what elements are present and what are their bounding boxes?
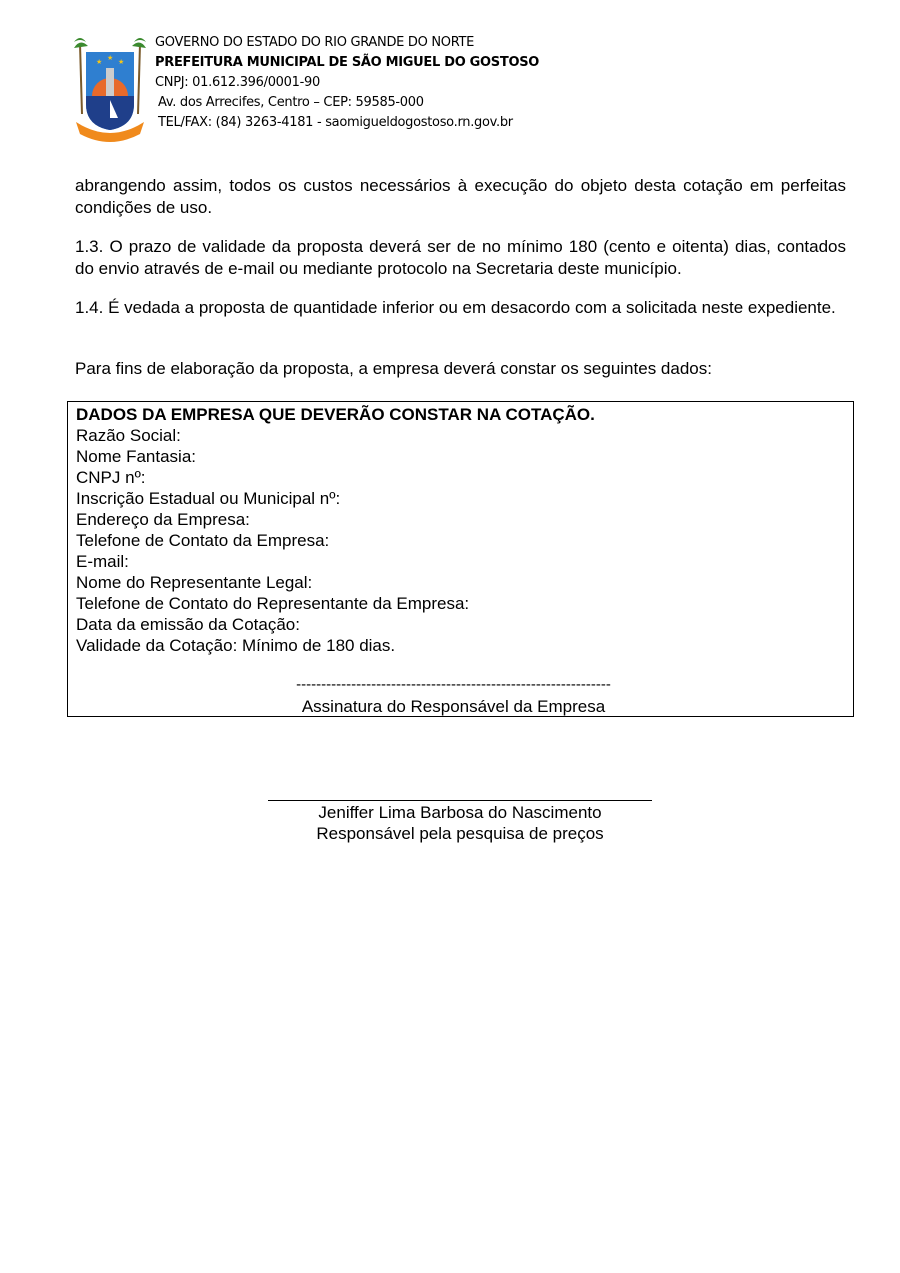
header-address: Av. dos Arrecifes, Centro – CEP: 59585-000 [158, 95, 424, 110]
header-municipality: PREFEITURA MUNICIPAL DE SÃO MIGUEL DO GOSTOSO [155, 55, 540, 70]
field-label: Telefone de Contato da Empresa: [76, 531, 330, 550]
signer-role: Responsável pela pesquisa de preços [316, 824, 604, 843]
field-label: E-mail: [76, 552, 129, 571]
paragraph-1-3: 1.3. O prazo de validade da proposta deverá ser de no mínimo 180 (cento e oitenta) dias, contados do envio através de e-mail ou mediante protocolo na Secretaria deste município. [75, 237, 846, 278]
field-label: CNPJ nº: [76, 468, 146, 487]
field-label: Data da emissão da Cotação: [76, 615, 300, 634]
company-signature-label: Assinatura do Responsável da Empresa [301, 697, 606, 716]
signature-dash-line: --------------------------------------------------------------- [296, 676, 611, 693]
signer-name: Jeniffer Lima Barbosa do Nascimento [318, 803, 602, 822]
company-data-box [67, 401, 854, 717]
svg-text:★: ★ [107, 55, 114, 62]
header-contact: TEL/FAX: (84) 3263-4181 - saomigueldogostoso.rn.gov.br [158, 115, 513, 130]
paragraph-costs: abrangendo assim, todos os custos necessários à execução do objeto desta cotação em perfeitas condições de uso. [75, 176, 846, 217]
svg-text:★: ★ [96, 59, 103, 66]
municipal-coat-of-arms-logo [74, 34, 146, 142]
field-label: Razão Social: [76, 426, 181, 445]
svg-text:★: ★ [118, 59, 125, 66]
box-title: DADOS DA EMPRESA QUE DEVERÃO CONSTAR NA COTAÇÃO. [76, 405, 595, 424]
paragraph-1-4: 1.4. É vedada a proposta de quantidade inferior ou em desacordo com a solicitada neste expediente. [75, 298, 836, 317]
field-label: Telefone de Contato do Representante da Empresa: [76, 594, 470, 613]
signature-line [268, 800, 652, 801]
header-cnpj: CNPJ: 01.612.396/0001-90 [155, 75, 320, 90]
paragraph-instructions: Para fins de elaboração da proposta, a empresa deverá constar os seguintes dados: [75, 359, 712, 378]
field-label: Validade da Cotação: Mínimo de 180 dias. [76, 636, 396, 655]
field-label: Nome Fantasia: [76, 447, 196, 466]
header-government: GOVERNO DO ESTADO DO RIO GRANDE DO NORTE [155, 35, 475, 50]
field-label: Endereço da Empresa: [76, 510, 250, 529]
field-label: Inscrição Estadual ou Municipal nº: [76, 489, 341, 508]
field-label: Nome do Representante Legal: [76, 573, 313, 592]
